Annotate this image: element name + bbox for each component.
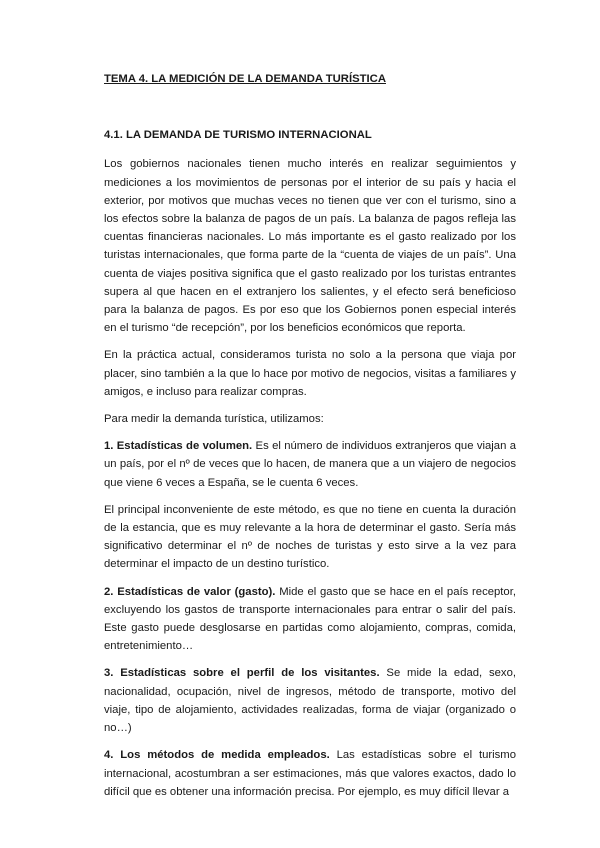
item-label-methods: 4. Los métodos de medida empleados. [104, 749, 330, 762]
list-item-volume-statistics [104, 437, 516, 492]
item-text-value: Mide el gasto que se hace en el país receptor, excluyendo los gastos de transporte internacionales para entrar o salir del país. Este gasto puede desglosarse en partidas como alojamiento, compras, comida, entretenimiento… [104, 585, 516, 653]
paragraph-tourist-definition: En la práctica actual, consideramos turista no solo a la persona que viaja por placer, sino también a la que lo hace por motivo de negocios, visitas a familiares y amigos, e incluso para realizar compras. [104, 349, 516, 398]
item-text-profile: Se mide la edad, sexo, nacionalidad, ocupación, nivel de ingresos, método de transporte, motivo del viaje, tipo de alojamiento, actividades realizadas, forma de viajar (organizado o no…) [104, 667, 517, 735]
item-label-value: 2. Estadísticas de valor (gasto). [104, 585, 276, 598]
list-item-visitor-profile [104, 664, 516, 737]
section-heading: 4.1. LA DEMANDA DE TURISMO INTERNACIONAL [104, 129, 372, 142]
paragraph-balance-of-payments: Los gobiernos nacionales tienen mucho interés en realizar seguimientos y mediciones a los movimientos de personas por el interior de su país y hacia el exterior, por motivos que muchas veces no tienen que ver con el turismo, sino a los efectos sobre la balanza de pagos de un país. La balanza de pagos refleja las cuentas financieras nacionales. Lo más importante es el gasto realizado por los turistas internacionales, que forma parte de la “cuenta de viajes de un país”. Una cuenta de viajes positiva significa que el gasto realizado por los turistas entrantes supera al que hacen en el extranjero los salientes, y el efecto será beneficioso para la balanza de pagos. Es por eso que los Gobiernos ponen especial interés en el turismo “de recepción”, por los beneficios económicos que reporta. [104, 158, 516, 335]
document-title: TEMA 4. LA MEDICIÓN DE LA DEMANDA TURÍSTICA [104, 73, 386, 85]
paragraph-volume-drawback: El principal inconveniente de este método, es que no tiene en cuenta la duración de la estancia, que es muy relevante a la hora de determinar el gasto. Sería más significativo determinar el nº de noches de turistas y esto sirve a la vez para determinar el impacto de un destino turístico. [104, 503, 516, 571]
item-label-volume: 1. Estadísticas de volumen. [104, 440, 253, 453]
item-label-profile: 3. Estadísticas sobre el perfil de los visitantes. [104, 667, 380, 680]
item-text-methods: Las estadísticas sobre el turismo internacional, acostumbran a ser estimaciones, más que valores exactos, dado lo difícil que es obtener una información precisa. Por ejemplo, es muy difícil llevar a [104, 749, 516, 798]
item-text-volume: Es el número de individuos extranjeros que viajan a un país, por el nº de veces que lo hacen, de manera que a un viajero de negocios que viene 6 veces a España, se le cuenta 6 veces. [104, 440, 517, 489]
paragraph-measurement-intro: Para medir la demanda turística, utilizamos: [104, 413, 324, 426]
list-item-value-statistics [104, 583, 516, 656]
document-body [104, 70, 516, 810]
list-item-measurement-methods [104, 746, 516, 801]
